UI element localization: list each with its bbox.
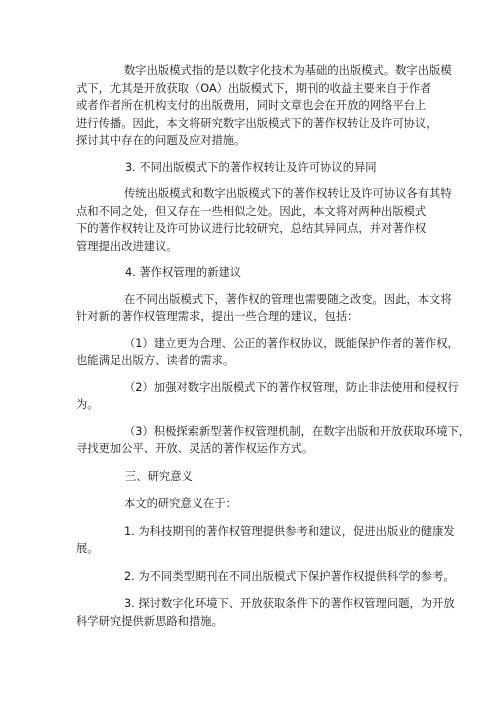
text-line: （3）积极探索新型著作权管理机制，在数字出版和开放获取环境下，	[124, 424, 471, 438]
suggestion-item-1	[76, 335, 459, 370]
text-line: 管理提出改进建议。	[76, 239, 178, 253]
heading-text: 三、研究意义	[125, 469, 193, 483]
text-line: 3. 探讨数字化环境下、开放获取条件下的著作权管理问题，为开放	[124, 597, 455, 610]
suggestion-item-3	[76, 423, 471, 458]
heading-text: 3. 不同出版模式下的著作权转让及许可协议的异同	[125, 160, 377, 174]
text-line: 下的著作权转让及许可协议进行比较研究，总结其异同点，并对著作权	[76, 222, 427, 235]
section-heading-4	[100, 264, 426, 282]
text-line: （1）建立更为合理、公正的著作权协议，既能保护作者的著作权，	[124, 336, 459, 350]
text-line: 本文的研究意义在于：	[124, 497, 237, 510]
heading-text: 4. 著作权管理的新建议	[125, 266, 242, 279]
text-line: 探讨其中存在的问题及应对措施。	[76, 134, 246, 147]
suggestion-item-2	[76, 379, 459, 414]
text-line: 式下，尤其是开放获取（OA）出版模式下，期刊的收益主要来自于作者	[76, 81, 432, 95]
text-line: 在不同出版模式下，著作权的管理也需要随之改变。因此，本文将	[124, 292, 452, 306]
text-line: 或者作者所在机构支付的出版费用，同时文章也会在开放的网络平台上	[76, 99, 427, 112]
text-line: 传统出版模式和数字出版模式下的著作权转让及许可协议各有其特	[124, 187, 452, 200]
text-line: 科学研究提供新思路和措施。	[76, 614, 223, 628]
text-line: 针对新的著作权管理需求，提出一些合理的建议，包括：	[76, 310, 359, 323]
text-line: 2. 为不同类型期刊在不同出版模式下保护著作权提供科学的参考。	[124, 569, 455, 583]
text-line: 为。	[76, 398, 99, 411]
section-heading-3	[100, 159, 426, 177]
text-line: 也能满足出版方、读者的需求。	[76, 354, 235, 367]
paragraph-significance-intro	[100, 495, 426, 513]
text-line: 寻找更加公平、开放、灵活的著作权运作方式。	[76, 442, 314, 455]
paragraph-digital-publishing	[76, 62, 452, 150]
significance-item-1	[76, 523, 455, 558]
text-line: （2）加强对数字出版模式下的著作权管理，防止非法使用和侵权行	[124, 380, 459, 394]
text-line: 1. 为科技期刊的著作权管理提供参考和建议，促进出版业的健康发	[124, 524, 455, 538]
text-line: 点和不同之处，但又存在一些相似之处。因此，本文将对两种出版模式	[76, 204, 427, 218]
text-line: 进行传播。因此，本文将研究数字出版模式下的著作权转让及许可协议，	[76, 116, 438, 130]
text-line: 数字出版模式指的是以数字化技术为基础的出版模式。数字出版模	[124, 64, 452, 77]
paragraph-comparison	[76, 185, 452, 255]
text-line: 展。	[76, 542, 99, 555]
significance-item-3	[76, 595, 455, 630]
paragraph-management-intro	[76, 291, 452, 326]
significance-item-2	[100, 568, 455, 586]
section-heading-research-significance	[100, 468, 426, 486]
